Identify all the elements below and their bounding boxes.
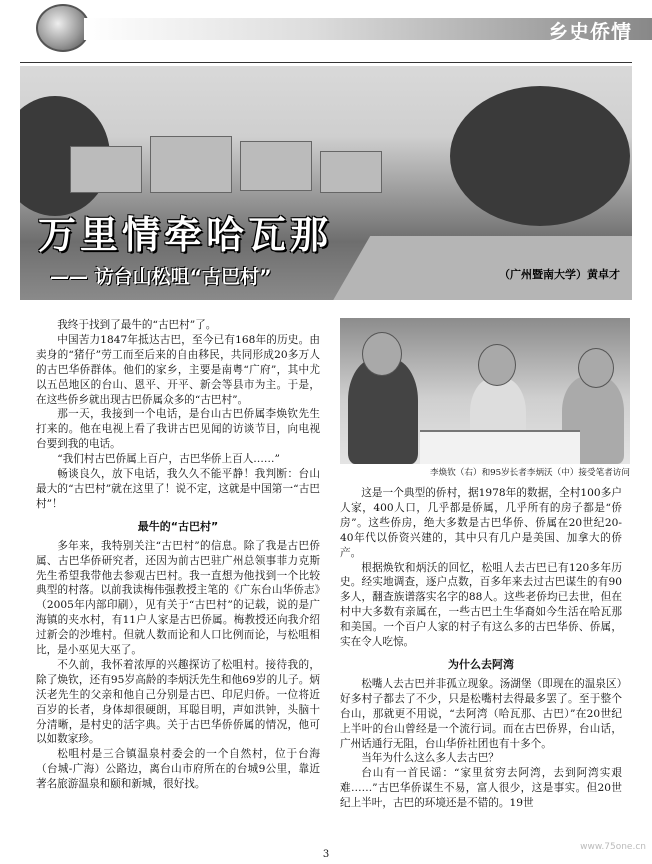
article-subtitle: —— 访台山松咀“古巴村”: [50, 266, 272, 288]
paragraph: 松嘴人去古巴并非孤立现象。汤湖堡（即现在的温泉区）好多村子都去了不少，只是松嘴村去得最多罢了。至于整个台山，那就更不用说，“去阿湾（哈瓦那、古巴）”在20世纪上半叶的台山曾经是一个流行词。而在古巴侨界，台山话，广州话通行无阻，台山华侨社团也有十多个。: [340, 677, 622, 750]
person-head: [578, 348, 614, 388]
paragraph: 我终于找到了最牛的“古巴村”了。: [57, 319, 217, 331]
building: [150, 136, 232, 193]
paragraph: 当年为什么这么多人去古巴？: [361, 752, 499, 765]
building: [70, 146, 142, 193]
paragraph: 台山有一首民谣：“家里贫穷去阿湾，去到阿湾实艰难……”古巴华侨谋生不易，富人很少，这是事实。但20世纪上半叶，古巴的环境还是不错的。19世: [340, 767, 622, 810]
building: [240, 141, 312, 191]
building: [320, 151, 382, 193]
paragraph: 松咀村是三合镇温泉村委会的一个自然村，位于台海（台城-广海）公路边，离台山市府所在的台城9公里，靠近著名旅游温泉和颐和新城，很好找。: [36, 748, 320, 791]
page-header: [0, 0, 652, 62]
interview-photo: [340, 318, 630, 464]
right-column: [340, 486, 622, 811]
photo-caption: 李焕钦（右）和95岁长者李炳沃（中）接受笔者访问: [430, 468, 630, 478]
paragraph: 这是一个典型的侨村，据1978年的数据，全村100多户人家，400人口，几乎都是侨属，几乎所有的房子都是“侨房”。这些侨房，绝大多数是古巴华侨、侨属在20世纪20-40年代以侨资兴建的，其中只有几户是美国、加拿大的侨产。: [340, 487, 622, 559]
person-head: [362, 332, 402, 376]
paragraph: 中国苦力1847年抵达古巴，至今已有168年的历史。由卖身的“猪仔”劳工而至后来的自由移民，共同形成20多万人的古巴华侨群体。他们的家乡，主要是南粤“广府”，其中尤以五邑地区的台山、恩平、开平、新会等县市为主。于是，在这些侨乡就出现古巴侨属众多的“古巴村”。: [36, 333, 320, 406]
paragraph: 根据焕钦和炳沃的回忆，松咀人去古巴已有120多年历史。经实地调查，逐户点数，百多年来去过古巴谋生的有90多人，翻查族谱落实名字的88人。这些老侨均已去世，但在村中大多数有亲属在，一些古巴土生华裔如今生活在哈瓦那和美国。一个百户人家的村子有这么多的古巴华侨、侨属，实在令人吃惊。: [340, 561, 622, 649]
header-rule: [20, 62, 632, 63]
paragraph: 多年来，我特别关注“古巴村”的信息。除了我是古巴侨属、古巴华侨研究者，还因为前古巴驻广州总领事菲力克斯先生希望我带他去参观古巴村。我一直想为他找到一个比较典型的村落。以前我读梅伟强教授主笔的《广东台山华侨志》（2005年内部印刷），见有关于“古巴村”的记载，说的是广海镇的夹水村，有11户人家是古巴侨属。梅教授还向我介绍过新会的沙堆村。但就人数而论和人口比例而论，与松咀相比，是小巫见大巫了。: [36, 539, 320, 657]
paragraph: 畅谈良久，放下电话，我久久不能平静！我判断：台山最大的“古巴村”就在这里了！说不定，这就是中国第一“古巴村”！: [36, 468, 320, 510]
left-column: [36, 318, 320, 792]
section-tag: 乡史侨情: [548, 20, 632, 44]
tree: [450, 86, 630, 226]
section-heading: 最牛的“古巴村”: [137, 519, 219, 533]
paragraph: 那一天，我接到一个电话，是台山古巴侨属李焕钦先生打来的。他在电视上看了我讲古巴见闻的访谈节目，向电视台要到我的电话。: [36, 408, 320, 451]
paragraph: 不久前，我怀着浓厚的兴趣探访了松咀村。接待我的，除了焕钦，还有95岁高龄的李炳沃先生和他69岁的儿子。炳沃老先生的父亲和他自己分别是古巴、印尼归侨。一位将近百岁的长者，身体却很硬朗，耳聪目明，声如洪钟，头脑十分清晰，是村史的活字典。关于古巴华侨侨属的情况，他可以如数家珍。: [36, 658, 320, 746]
person-head: [478, 344, 516, 386]
page-number: 3: [322, 849, 330, 860]
hero-photo: [20, 66, 632, 300]
paragraph: “我们村古巴侨属上百户，古巴华侨上百人……”: [57, 453, 280, 466]
section-logo: [36, 4, 90, 52]
article-author: （广州暨南大学）黄卓才: [499, 268, 620, 281]
dining-table: [420, 430, 580, 464]
article-title: 万里情牵哈瓦那: [38, 213, 333, 257]
site-watermark: www.75one.cn: [580, 842, 646, 852]
section-heading: 为什么去阿湾: [448, 657, 514, 671]
